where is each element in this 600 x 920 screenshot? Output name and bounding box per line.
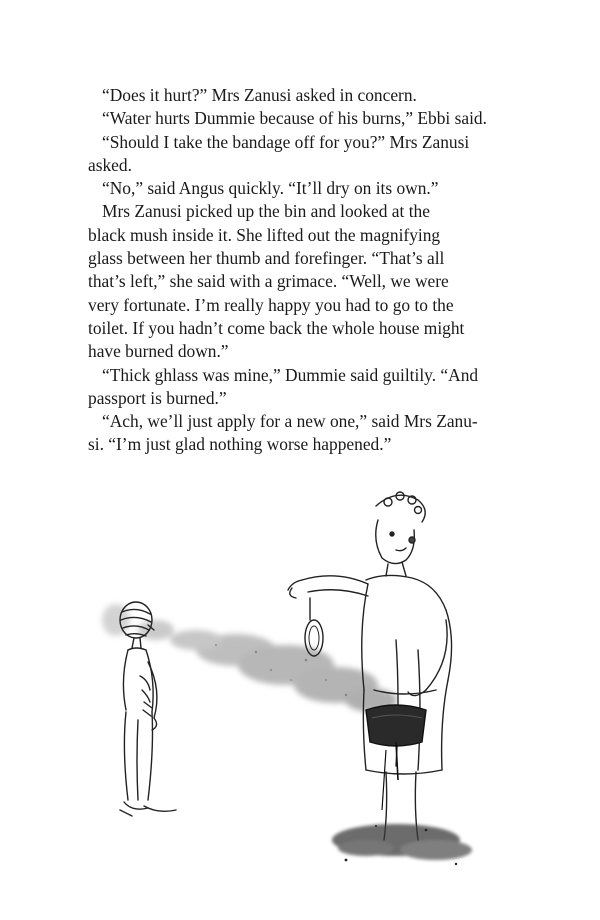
text-line: “Thick ghlass was mine,” Dummie said guiltily. “And [102, 364, 479, 385]
text-line: that’s left,” she said with a grimace. “Well, we were [88, 271, 449, 292]
illustration [96, 480, 516, 890]
text-line: glass between her thumb and forefinger. “That’s all [88, 248, 445, 269]
text-line: “Water hurts Dummie because of his burns,” Ebbi said. [102, 108, 487, 129]
paragraph [88, 200, 518, 363]
text-line: “Does it hurt?” Mrs Zanusi asked in concern. [102, 85, 417, 105]
story-text [88, 84, 518, 457]
text-line: “Should I take the bandage off for you?” Mrs Zanusi [102, 131, 470, 152]
text-line: have burned down.” [88, 341, 229, 362]
pen-ink-drawing [96, 480, 516, 890]
paragraph [88, 131, 518, 178]
paragraph [88, 364, 518, 411]
paragraph [88, 84, 518, 107]
text-line: asked. [88, 154, 132, 175]
text-line: very fortunate. I’m really happy you had to go to the [88, 294, 454, 315]
text-line: toilet. If you hadn’t come back the whole house might [88, 317, 465, 338]
text-line: passport is burned.” [88, 387, 227, 408]
paragraph [88, 410, 518, 457]
floor-shadow [332, 824, 472, 860]
paragraph [88, 107, 518, 130]
text-line: si. “I’m just glad nothing worse happened.” [88, 434, 392, 455]
text-line: black mush inside it. She lifted out the magnifying [88, 224, 441, 245]
text-line: “Ach, we’ll just apply for a new one,” said Mrs Zanu- [102, 411, 478, 432]
text-line: “No,” said Angus quickly. “It’ll dry on its own.” [102, 178, 439, 199]
paragraph [88, 177, 518, 200]
text-line: Mrs Zanusi picked up the bin and looked at the [102, 201, 430, 222]
